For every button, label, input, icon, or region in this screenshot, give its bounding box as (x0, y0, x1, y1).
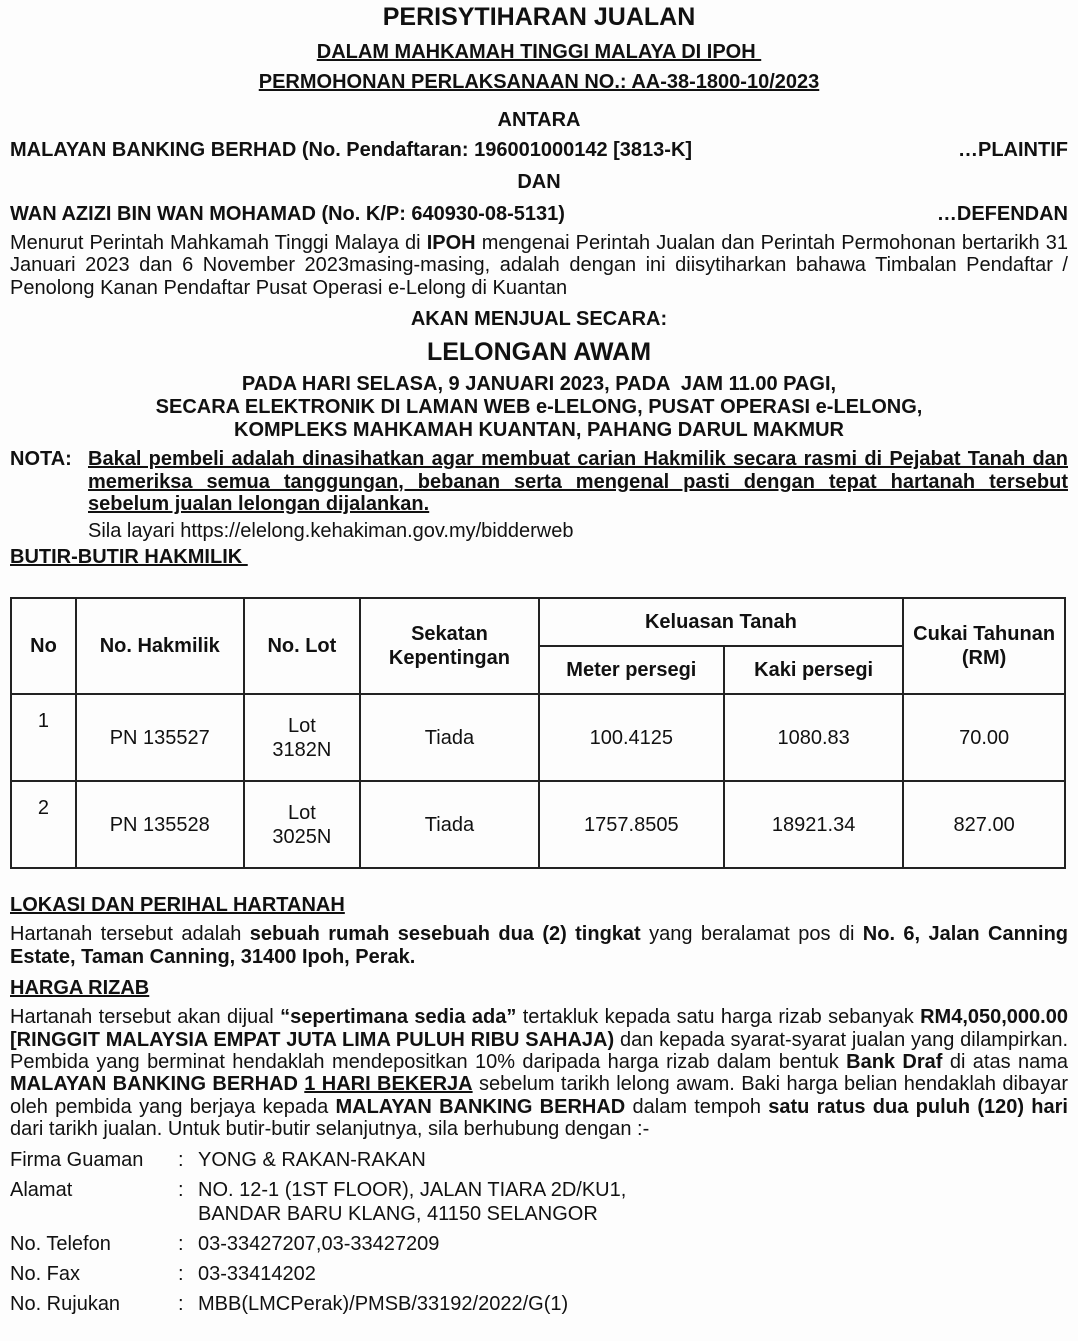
and-label: DAN (517, 171, 561, 193)
reserve-heading: HARGA RIZAB (10, 977, 150, 1000)
cell-hakmilik: PN 135527 (76, 694, 244, 781)
cell-cukai: 70.00 (903, 694, 1065, 781)
cell-no: 2 (11, 781, 76, 868)
court-name: DALAM MAHKAMAH TINGGI MALAYA DI IPOH (316, 41, 762, 63)
cell-lot: Lot 3182N (244, 694, 361, 781)
col-hakmilik: No. Hakmilik (76, 598, 244, 694)
auction-title: LELONGAN AWAM (426, 338, 652, 367)
reserve-deadline: 1 HARI BEKERJA (304, 1073, 473, 1096)
address-label: Alamat (10, 1179, 73, 1202)
nota-text: Bakal pembeli adalah dinasihatkan agar membuat carian Hakmilik secara rasmi di Pejabat Tanah dan memeriksa semua tanggungan, bebanan serta mengenal pasti dengan tepat hartanah tersebut sebelum jualan lelongan dijalankan. (88, 448, 1068, 515)
application-number: PERMOHONAN PERLAKSANAAN NO.: AA-38-1800-10/2023 (258, 71, 820, 93)
nota-block (10, 448, 1068, 515)
location-paragraph (10, 923, 1068, 968)
cell-sekatan: Tiada (360, 694, 538, 781)
document-title: PERISYTIHARAN JUALAN (382, 3, 696, 31)
separator: : (178, 1293, 184, 1316)
cell-kaki: 18921.34 (724, 781, 903, 868)
reserve-bank-draft: Bank Draf (846, 1050, 943, 1073)
location-heading: LOKASI DAN PERIHAL HARTANAH (10, 894, 345, 917)
col-lot: No. Lot (244, 598, 361, 694)
sale-proclamation (0, 2, 1078, 1316)
cell-kaki: 1080.83 (724, 694, 903, 781)
cell-sekatan: Tiada (360, 781, 538, 868)
reference-label: No. Rujukan (10, 1293, 121, 1316)
cell-cukai: 827.00 (903, 781, 1065, 868)
col-sekatan: Sekatan Kepentingan (360, 598, 538, 694)
reserve-text-7: dari tarikh jualan. Untuk butir-butir selanjutnya, sila berhubung dengan :- (10, 1118, 650, 1141)
title-details-heading: BUTIR-BUTIR HAKMILIK (10, 546, 248, 569)
firm-value: YONG & RAKAN-RAKAN (198, 1149, 426, 1172)
nota-label: NOTA: (10, 448, 72, 471)
fax-label: No. Fax (10, 1263, 81, 1286)
reserve-as-is: “sepertimana sedia ada” (280, 1006, 517, 1029)
col-meter: Meter persegi (539, 646, 724, 694)
col-no: No (11, 598, 76, 694)
defendant-role: …DEFENDAN (936, 203, 1068, 225)
sale-line-3: KOMPLEKS MAHKAMAH KUANTAN, PAHANG DARUL MAKMUR (234, 419, 844, 442)
reserve-text-2: tertakluk kepada satu harga rizab sebanyak (516, 1006, 921, 1029)
cell-hakmilik: PN 135528 (76, 781, 244, 868)
cell-no: 1 (11, 694, 76, 781)
reserve-period: satu ratus dua puluh (120) hari (768, 1095, 1068, 1118)
intro-text-2: mengenai Perintah Jualan dan Perintah Permohonan bertarikh 31 Januari 2023 dan 6 November 2023masing-masing, adalah dengan ini diisytiharkan bahawa Timbalan Pendaftar / Penolong Kanan Pendaftar Pusat Operasi e-Lelong di Kuantan (10, 232, 1069, 299)
reserve-text-3: dan kepada syarat-syarat jualan yang dilampirkan. Pembida yang berminat hendaklah mendepositkan 10% daripada harga rizab dalam bentuk (10, 1028, 1069, 1073)
table-row (11, 781, 1065, 868)
intro-paragraph (10, 232, 1068, 299)
col-kaki: Kaki persegi (724, 646, 903, 694)
contact-details (10, 1148, 1068, 1316)
table-row (11, 694, 1065, 781)
separator: : (178, 1233, 184, 1256)
cell-meter: 100.4125 (539, 694, 724, 781)
location-text-1: Hartanah tersebut adalah (10, 923, 250, 946)
phone-label: No. Telefon (10, 1233, 111, 1256)
plaintiff-role: …PLAINTIF (958, 139, 1068, 161)
phone-value: 03-33427207,03-33427209 (198, 1233, 440, 1256)
plaintiff-row (10, 138, 1068, 162)
reserve-paragraph (10, 1006, 1068, 1140)
address-line-1: NO. 12-1 (1ST FLOOR), JALAN TIARA 2D/KU1, (198, 1179, 627, 1202)
address-line-2: BANDAR BARU KLANG, 41150 SELANGOR (198, 1203, 598, 1226)
defendant-row (10, 202, 1068, 226)
separator: : (178, 1149, 184, 1172)
separator: : (178, 1179, 184, 1202)
website-note: Sila layari https://elelong.kehakiman.gov.my/bidderweb (88, 520, 574, 543)
col-cukai: Cukai Tahunan (RM) (903, 598, 1065, 694)
sale-line-2: SECARA ELEKTRONIK DI LAMAN WEB e-LELONG, PUSAT OPERASI e-LELONG, (155, 396, 923, 419)
sale-details (10, 373, 1068, 442)
between-label: ANTARA (497, 109, 581, 131)
address-value (198, 1178, 1068, 1226)
reserve-text-1: Hartanah tersebut akan dijual (10, 1006, 281, 1029)
will-sell-label: AKAN MENJUAL SECARA: (410, 308, 668, 331)
location-address: No. 6, Jalan Canning Estate, Taman Canning, 31400 Ipoh, Perak. (10, 923, 1069, 968)
plaintiff-name: MALAYAN BANKING BERHAD (No. Pendaftaran: 196001000142 [3813-K] (10, 139, 693, 161)
cell-lot: Lot 3025N (244, 781, 361, 868)
intro-text-1: Menurut Perintah Mahkamah Tinggi Malaya di (10, 232, 427, 254)
defendant-name: WAN AZIZI BIN WAN MOHAMAD (No. K/P: 640930-08-5131) (10, 203, 565, 225)
location-house-type: sebuah rumah sesebuah dua (2) tingkat (249, 923, 641, 946)
sale-line-1: PADA HARI SELASA, 9 JANUARI 2023, PADA JAM 11.00 PAGI, (241, 373, 837, 396)
fax-value: 03-33414202 (198, 1263, 316, 1286)
intro-ipoh: IPOH (426, 232, 476, 254)
reference-value: MBB(LMCPerak)/PMSB/33192/2022/G(1) (198, 1293, 569, 1316)
col-keluasan: Keluasan Tanah (539, 598, 904, 646)
separator: : (178, 1263, 184, 1286)
firm-label: Firma Guaman (10, 1149, 144, 1172)
cell-meter: 1757.8505 (539, 781, 724, 868)
reserve-text-4: di atas nama (942, 1050, 1068, 1073)
title-details-table (10, 597, 1066, 869)
reserve-text-5: sebelum tarikh lelong awam. Baki harga belian hendaklah dibayar oleh pembida yang berjaya kepada (10, 1073, 1068, 1118)
reserve-price: RM4,050,000.00 [RINGGIT MALAYSIA EMPAT JUTA LIMA PULUH RIBU SAHAJA) (10, 1006, 1068, 1051)
reserve-bank-name-2: MALAYAN BANKING BERHAD (335, 1095, 626, 1118)
location-text-2: yang beralamat pos di (640, 923, 863, 946)
reserve-text-6: dalam tempoh (625, 1095, 769, 1118)
reserve-bank-name: MALAYAN BANKING BERHAD (10, 1073, 305, 1096)
